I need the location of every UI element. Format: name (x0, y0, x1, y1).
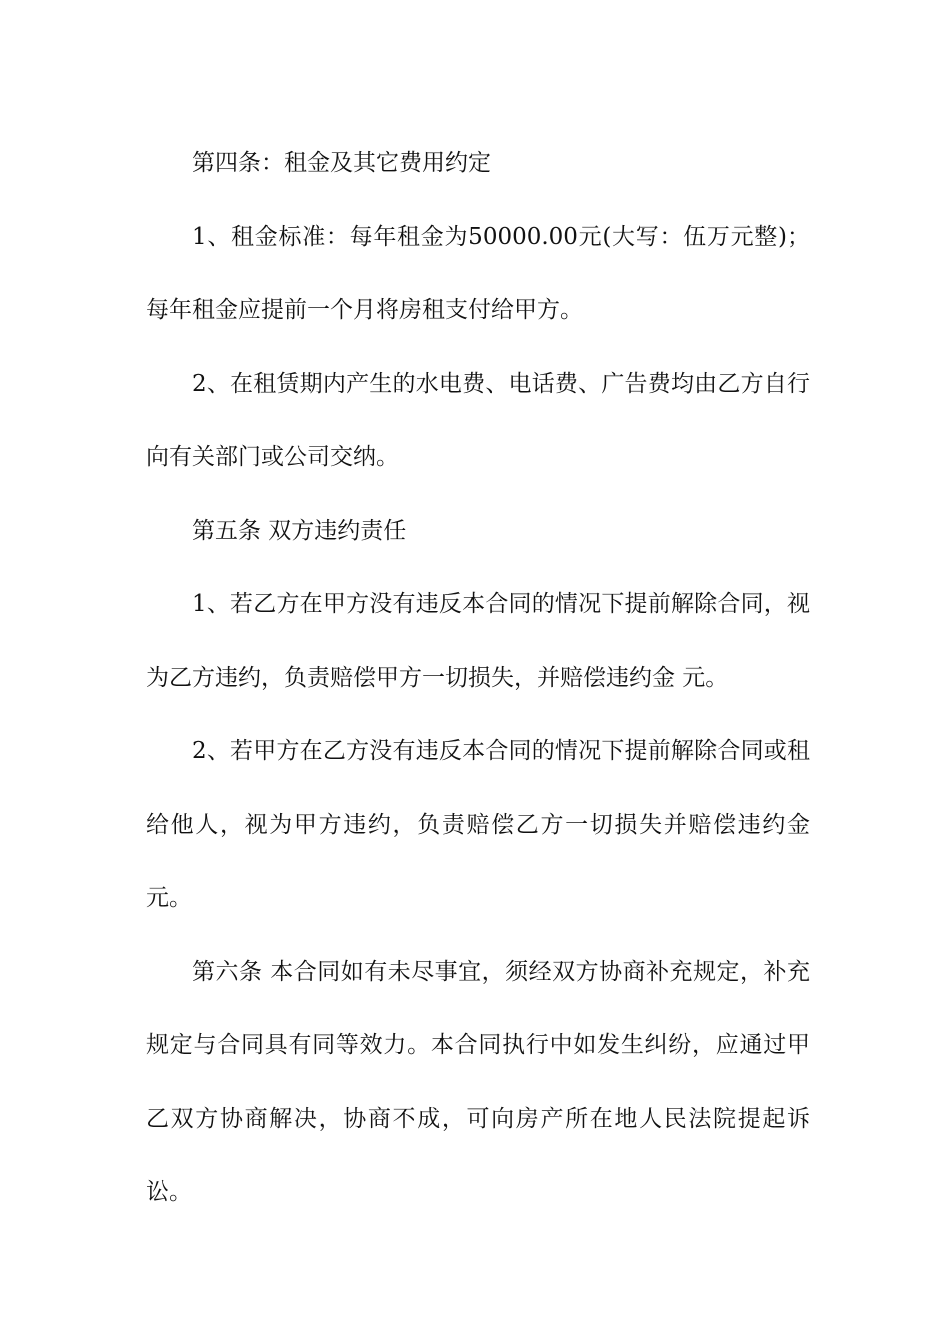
article-4-heading: 第四条：租金及其它费用约定 (192, 150, 491, 176)
article-4-clause-1: 1、租金标准：每年租金为50000.00元(大写：伍万元整)；每年租金应提前一个月将房租支付给甲方。 (146, 223, 810, 323)
article-6-paragraph: 第六条 本合同如有未尽事宜，须经双方协商补充规定，补充规定与合同具有同等效力。本合同执行中如发生纠纷，应通过甲乙双方协商解决，协商不成，可向房产所在地人民法院提起诉讼。 (146, 958, 810, 1205)
article-5-clause-1: 1、若乙方在甲方没有违反本合同的情况下提前解除合同，视为乙方违约，负责赔偿甲方一切损失，并赔偿违约金 元。 (146, 591, 810, 691)
article-5-clause-2: 2、若甲方在乙方没有违反本合同的情况下提前解除合同或租给他人，视为甲方违约，负责赔偿乙方一切损失并赔偿违约金 元。 (146, 738, 810, 911)
article-4-clause-2: 2、在租赁期内产生的水电费、电话费、广告费均由乙方自行向有关部门或公司交纳。 (146, 370, 810, 470)
article-5-heading: 第五条 双方违约责任 (192, 517, 407, 544)
document-body (146, 127, 810, 1230)
